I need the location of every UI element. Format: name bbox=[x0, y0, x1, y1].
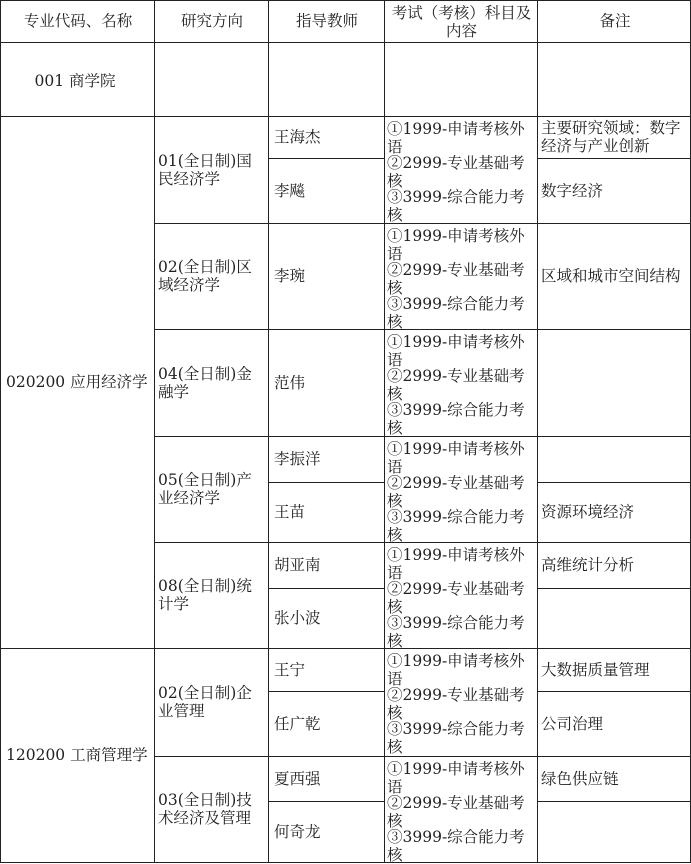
exam-item: ②2999-专业基础考核 bbox=[387, 474, 525, 510]
exam-item: ③3999-综合能力考核 bbox=[387, 508, 525, 544]
exam-item: ①1999-申请考核外语 bbox=[387, 546, 525, 582]
advisor-name: 王海杰 bbox=[274, 128, 321, 146]
major-name: 020200 应用经济学 bbox=[6, 373, 148, 391]
rule-h bbox=[537, 158, 691, 159]
direction-name: 02(全日制)企业管理 bbox=[158, 684, 252, 720]
exam-item: ①1999-申请考核外语 bbox=[387, 440, 525, 476]
exam-item: ③3999-综合能力考核 bbox=[387, 295, 525, 331]
exam-item: ①1999-申请考核外语 bbox=[387, 120, 525, 156]
exam-item: ②2999-专业基础考核 bbox=[387, 580, 525, 616]
remark-cell: 主要研究领域：数字经济与产业创新 bbox=[541, 119, 681, 155]
remark-cell: 公司治理 bbox=[541, 714, 604, 733]
exam-item: ③3999-综合能力考核 bbox=[387, 188, 525, 224]
advisor-name: 夏西强 bbox=[274, 769, 321, 788]
advisor-name: 胡亚南 bbox=[274, 556, 321, 574]
header-cell: 指导教师 bbox=[295, 12, 358, 30]
advisor-name: 张小波 bbox=[274, 609, 321, 627]
rule-h bbox=[268, 801, 385, 802]
college-name: 001 商学院 bbox=[34, 72, 116, 90]
remark-cell: 高维统计分析 bbox=[541, 556, 635, 574]
advisor-name: 任广乾 bbox=[274, 714, 321, 733]
exam-item: ③3999-综合能力考核 bbox=[387, 720, 525, 756]
exam-item: ③3999-综合能力考核 bbox=[387, 828, 525, 864]
remark-cell: 大数据质量管理 bbox=[541, 660, 650, 679]
direction-name: 02(全日制)区域经济学 bbox=[158, 258, 252, 294]
exam-item: ③3999-综合能力考核 bbox=[387, 401, 525, 437]
rule-h bbox=[537, 588, 691, 589]
direction-name: 08(全日制)统计学 bbox=[158, 577, 252, 613]
direction-name: 04(全日制)金融学 bbox=[158, 364, 252, 401]
advisor-name: 李飚 bbox=[274, 181, 306, 200]
rule-v bbox=[384, 0, 385, 863]
rule-h bbox=[268, 588, 385, 589]
rule-h bbox=[537, 801, 691, 802]
exam-item: ①1999-申请考核外语 bbox=[387, 760, 525, 796]
rule-h bbox=[537, 482, 691, 483]
rule-h bbox=[0, 116, 691, 117]
header-cell: 专业代码、名称 bbox=[23, 12, 133, 30]
exam-item: ②2999-专业基础考核 bbox=[387, 794, 525, 830]
rule-v bbox=[154, 0, 155, 863]
exam-item: ①1999-申请考核外语 bbox=[387, 333, 525, 369]
direction-name: 05(全日制)产业经济学 bbox=[158, 471, 252, 507]
header-cell: 备注 bbox=[599, 12, 631, 30]
rule-h bbox=[268, 691, 385, 692]
exam-item: ①1999-申请考核外语 bbox=[387, 652, 525, 688]
advisor-name: 王苗 bbox=[274, 503, 306, 521]
direction-name: 01(全日制)国民经济学 bbox=[158, 151, 252, 188]
advisor-name: 李琬 bbox=[274, 267, 306, 285]
exam-item: ③3999-综合能力考核 bbox=[387, 614, 525, 650]
remark-cell: 数字经济 bbox=[541, 181, 604, 200]
rule-h bbox=[0, 0, 691, 1]
advisor-name: 李振洋 bbox=[274, 450, 321, 468]
header-cell: 考试（考核）科目及内容 bbox=[391, 4, 532, 40]
rule-v bbox=[268, 0, 269, 863]
advisor-name: 何奇龙 bbox=[274, 822, 321, 841]
rule-h bbox=[268, 482, 385, 483]
exam-item: ②2999-专业基础考核 bbox=[387, 261, 525, 297]
exam-item: ②2999-专业基础考核 bbox=[387, 367, 525, 403]
rule-v bbox=[537, 0, 538, 863]
exam-item: ②2999-专业基础考核 bbox=[387, 686, 525, 722]
exam-item: ②2999-专业基础考核 bbox=[387, 154, 525, 190]
direction-name: 03(全日制)技术经济及管理 bbox=[158, 791, 252, 827]
major-name: 120200 工商管理学 bbox=[6, 746, 148, 764]
remark-cell: 绿色供应链 bbox=[541, 769, 619, 788]
rule-h bbox=[268, 158, 385, 159]
advisor-name: 王宁 bbox=[274, 660, 306, 679]
rule-h bbox=[537, 691, 691, 692]
header-cell: 研究方向 bbox=[180, 12, 243, 30]
advisor-name: 范伟 bbox=[274, 373, 306, 392]
rule-h bbox=[154, 756, 691, 757]
exam-item: ①1999-申请考核外语 bbox=[387, 227, 525, 263]
remark-cell: 资源环境经济 bbox=[541, 503, 635, 521]
rule-v bbox=[0, 0, 1, 863]
rule-h bbox=[0, 42, 691, 43]
remark-cell: 区域和城市空间结构 bbox=[541, 267, 681, 285]
